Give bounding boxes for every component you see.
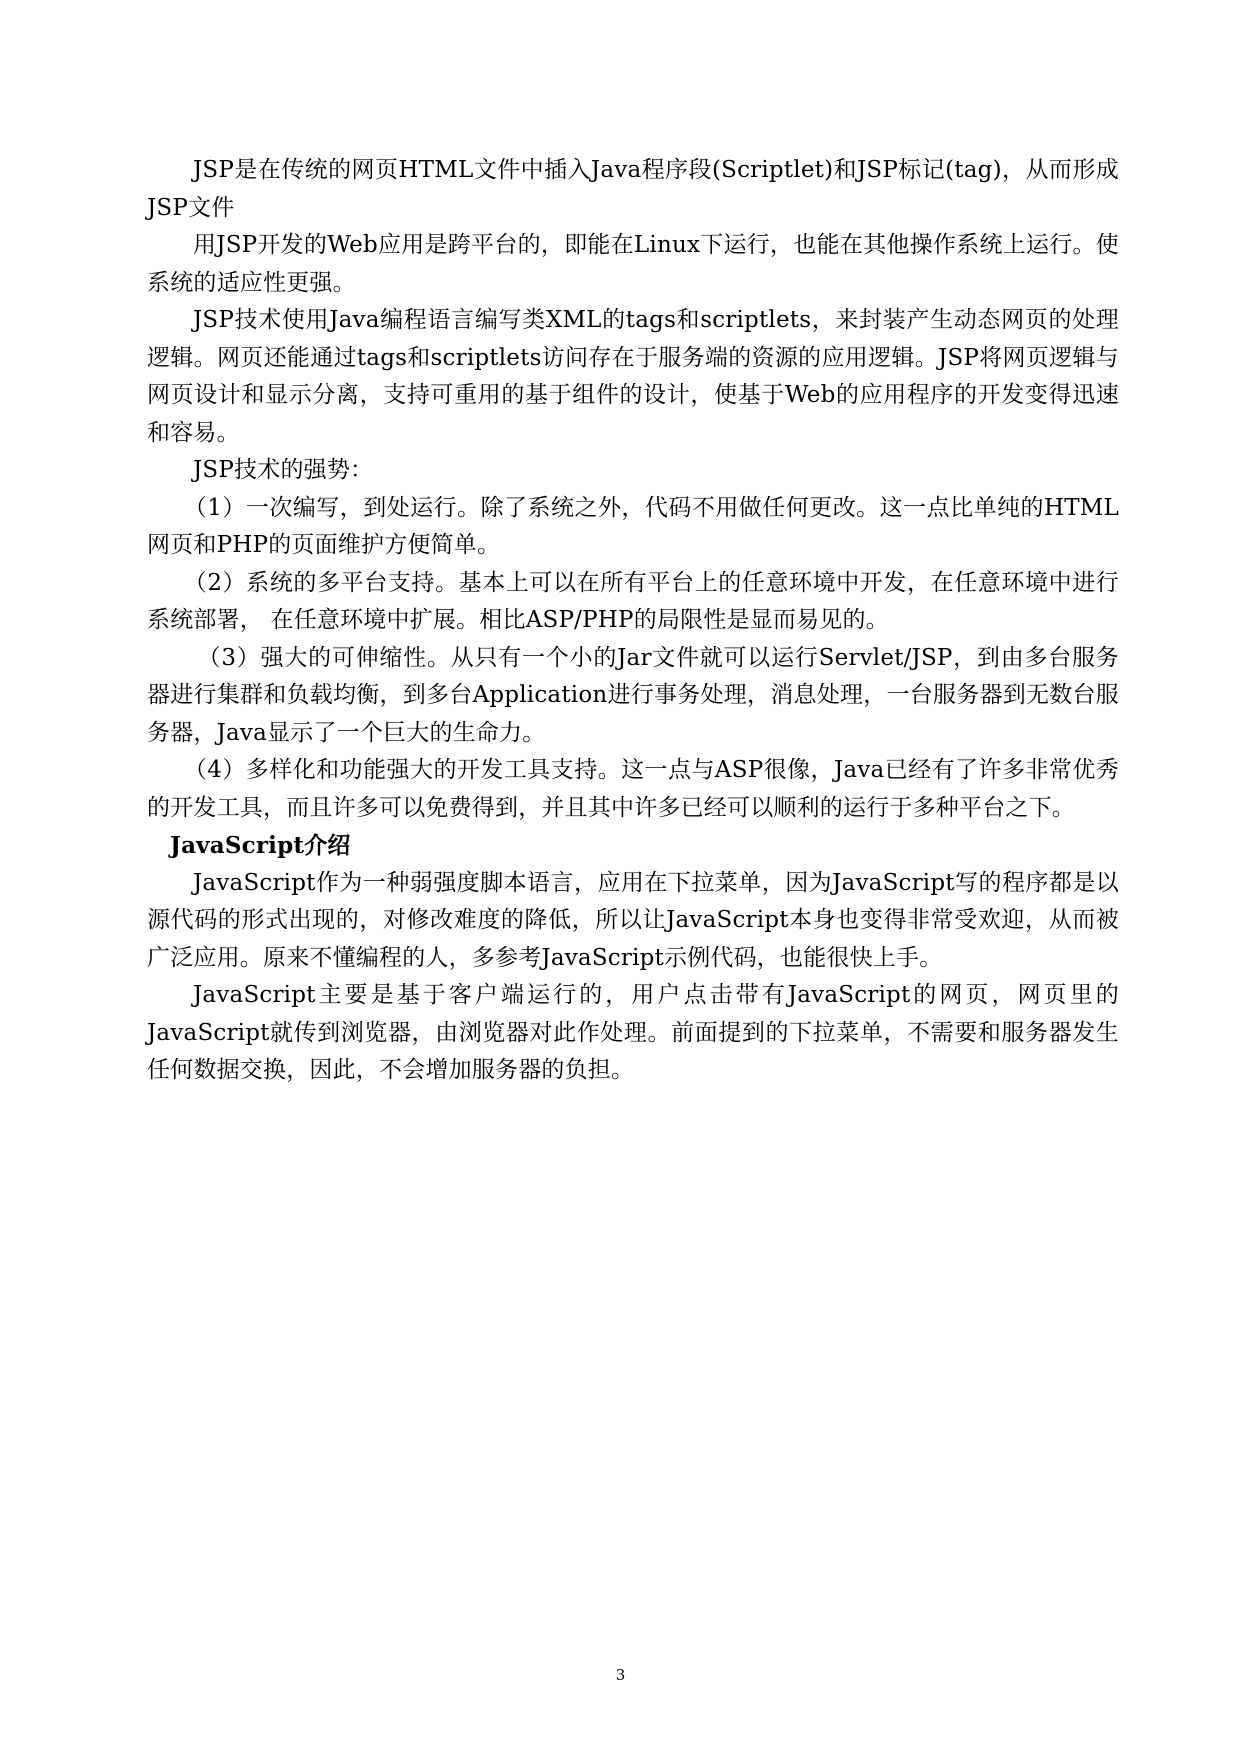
section-heading-javascript: JavaScript介绍: [170, 832, 351, 859]
paragraph-jsp-advantages-title: JSP技术的强势：: [193, 457, 374, 483]
page-number: 3: [615, 1666, 626, 1684]
advantage-item-4: （4）多样化和功能强大的开发工具支持。这一点与ASP很像，Java已经有了许多非常优秀的开发工具，而且许多可以免费得到，并且其中许多已经可以顺利的运行于多种平台之下。: [147, 757, 1119, 821]
paragraph-javascript-intro: JavaScript作为一种弱强度脚本语言，应用在下拉菜单，因为JavaScript写的程序都是以源代码的形式出现的，对修改难度的降低，所以让JavaScript本身也变得非常受欢迎，从而被广泛应用。原来不懂编程的人，多参考JavaScript示例代码，也能很快上手。: [147, 869, 1119, 971]
paragraph-jsp-tech: JSP技术使用Java编程语言编写类XML的tags和scriptlets，来封装产生动态网页的处理逻辑。网页还能通过tags和scriptlets访问存在于服务端的资源的应用逻辑。JSP将网页逻辑与网页设计和显示分离，支持可重用的基于组件的设计，使基于Web的应用程序的开发变得迅速和容易。: [147, 307, 1119, 446]
document-body: [147, 152, 1119, 1090]
advantage-item-2: （2）系统的多平台支持。基本上可以在所有平台上的任意环境中开发，在任意环境中进行系统部署， 在任意环境中扩展。相比ASP/PHP的局限性是显而易见的。: [147, 569, 1119, 633]
advantage-item-1: （1）一次编写，到处运行。除了系统之外，代码不用做任何更改。这一点比单纯的HTML网页和PHP的页面维护方便简单。: [147, 494, 1119, 558]
paragraph-jsp-cross-platform: 用JSP开发的Web应用是跨平台的，即能在Linux下运行，也能在其他操作系统上运行。使系统的适应性更强。: [147, 232, 1119, 296]
paragraph-javascript-client: JavaScript主要是基于客户端运行的，用户点击带有JavaScript的网页，网页里的JavaScript就传到浏览器，由浏览器对此作处理。前面提到的下拉菜单，不需要和服务器发生任何数据交换，因此，不会增加服务器的负担。: [147, 982, 1119, 1083]
advantage-item-3: （3）强大的可伸缩性。从只有一个小的Jar文件就可以运行Servlet/JSP，到由多台服务器进行集群和负载均衡，到多台Application进行事务处理，消息处理，一台服务器到无数台服务器，Java显示了一个巨大的生命力。: [147, 644, 1119, 746]
paragraph-jsp-intro: JSP是在传统的网页HTML文件中插入Java程序段(Scriptlet)和JSP标记(tag)，从而形成JSP文件: [147, 157, 1119, 221]
